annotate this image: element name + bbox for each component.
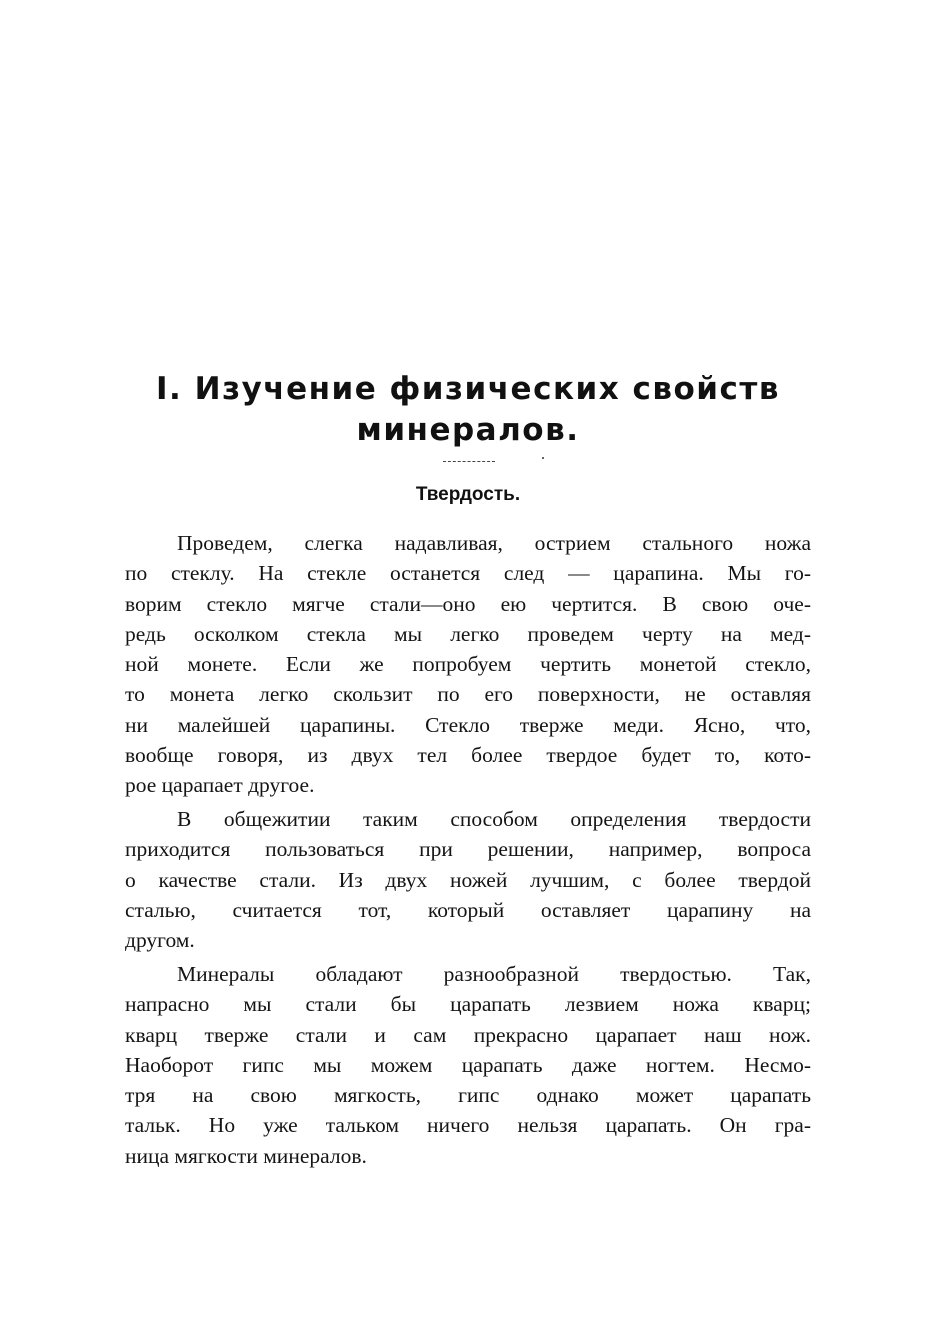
paragraph-line: напрасно мы стали бы царапать лезвием ножа кварц; (125, 992, 811, 1017)
paragraph-line: Наоборот гипс мы можем царапать даже ногтем. Несмо- (125, 1052, 811, 1077)
paragraph-line: приходится пользоваться при решении, например, вопроса (125, 837, 811, 862)
chapter-title-line-2: минералов. (356, 412, 580, 448)
paragraph-line: ни малейшей царапины. Стекло тверже меди. Ясно, что, (125, 712, 811, 737)
paragraph-line: другом. (125, 928, 195, 953)
paragraph-1 (125, 528, 811, 801)
paragraph-line: редь осколком стекла мы легко проведем черту на мед- (125, 621, 811, 646)
paragraph-line: кварц тверже стали и сам прекрасно царапает наш нож. (125, 1022, 811, 1047)
paragraph-line: по стеклу. На стекле останется след — царапина. Мы го- (125, 561, 811, 586)
paragraph-2 (125, 804, 811, 955)
paragraph-line: о качестве стали. Из двух ножей лучшим, с более твердой (125, 867, 811, 892)
paragraph-line: Минералы обладают разнообразной твердостью. Так, (177, 962, 811, 986)
title-divider (443, 461, 495, 462)
paragraph-line: ворим стекло мягче стали—оно ею чертится. В свою оче- (125, 591, 811, 616)
paragraph-line: ной монете. Если же попробуем чертить монетой стекло, (125, 652, 811, 677)
paragraph-line: тря на свою мягкость, гипс однако может царапать (125, 1083, 811, 1108)
paragraph-line: тальк. Но уже тальком ничего нельзя царапать. Он гра- (125, 1113, 811, 1138)
paragraph-line: рое царапает другое. (125, 773, 315, 798)
divider-dot (542, 457, 544, 459)
paragraph-line: сталью, считается тот, который оставляет царапину на (125, 897, 811, 922)
paragraph-line: ница мягкости минералов. (125, 1143, 367, 1168)
chapter-title-line-1: I. Изучение физических свойств (156, 371, 780, 407)
paragraph-line: то монета легко скользит по его поверхности, не оставляя (125, 682, 811, 707)
paragraph-3 (125, 959, 811, 1171)
paragraph-line: В общежитии таким способом определения твердости (177, 807, 811, 831)
section-heading: Твердость. (415, 484, 521, 505)
paragraph-line: Проведем, слегка надавливая, острием стального ножа (177, 531, 811, 555)
paragraph-line: вообще говоря, из двух тел более твердое будет то, кото- (125, 743, 811, 768)
